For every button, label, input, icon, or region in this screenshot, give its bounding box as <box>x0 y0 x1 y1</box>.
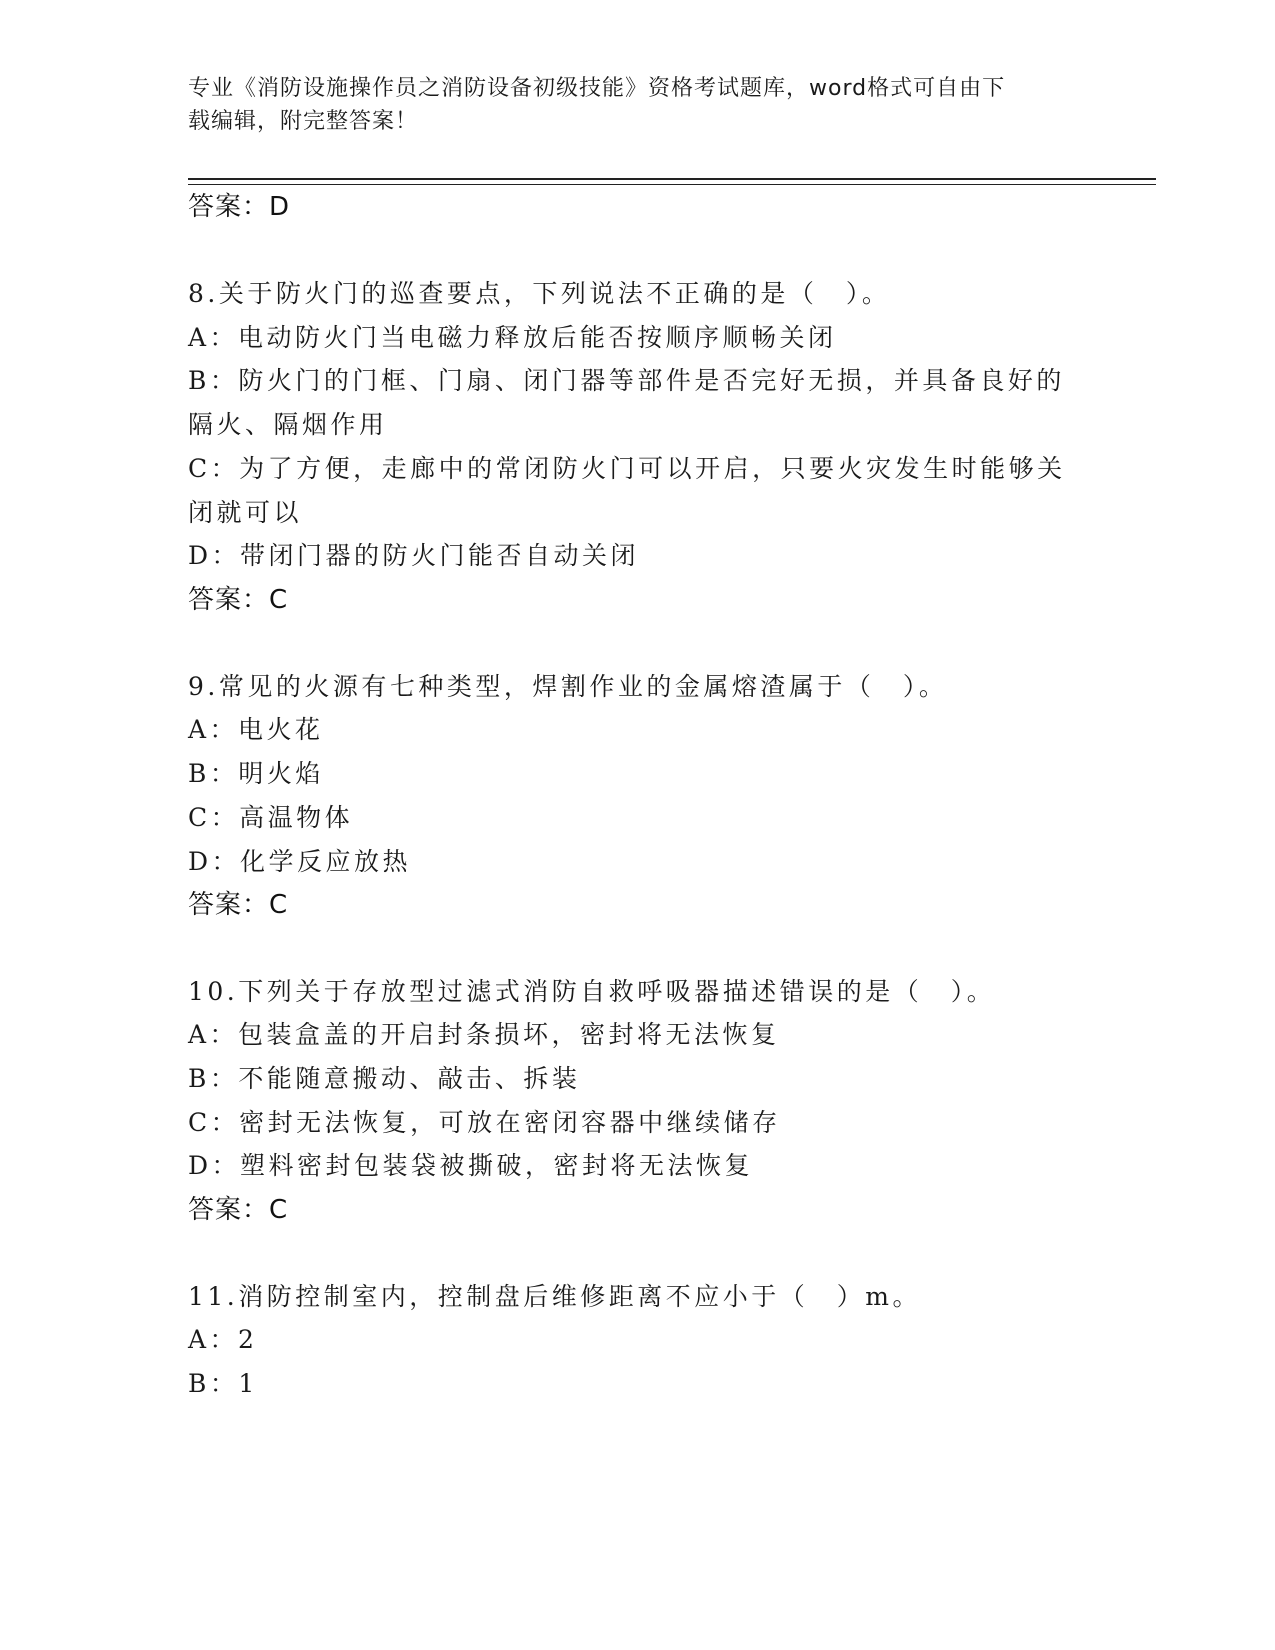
option-line: B：不能随意搬动、敲击、拆装 <box>188 1064 581 1093</box>
option-line: C：高温物体 <box>188 803 354 832</box>
option-line: D：带闭门器的防火门能否自动关闭 <box>188 541 640 570</box>
option-line: A：包装盒盖的开启封条损坏，密封将无法恢复 <box>188 1020 780 1049</box>
question-stem: 8.关于防火门的巡查要点，下列说法不正确的是（ ）。 <box>188 279 891 308</box>
option-line: B：明火焰 <box>188 759 324 788</box>
header-line-2: 载编辑，附完整答案！ <box>188 109 419 134</box>
option-line: C：密封无法恢复，可放在密闭容器中继续储存 <box>188 1108 781 1137</box>
header-divider-thin <box>188 184 1156 185</box>
header-line-1: 专业《消防设施操作员之消防设备初级技能》资格考试题库，word格式可自由下 <box>188 76 1006 101</box>
page-header <box>188 72 1088 138</box>
option-line: A：电动防火门当电磁力释放后能否按顺序顺畅关闭 <box>188 323 837 352</box>
answer: 答案：C <box>188 585 289 615</box>
answer: 答案：C <box>188 890 289 920</box>
option-line: A：2 <box>188 1325 258 1354</box>
question-stem: 10.下列关于存放型过滤式消防自救呼吸器描述错误的是（ ）。 <box>188 977 996 1006</box>
option-line: 闭就可以 <box>188 498 303 527</box>
answer-previous: 答案：D <box>188 192 291 222</box>
option-line: 隔火、隔烟作用 <box>188 410 388 439</box>
header-divider-thick <box>188 178 1156 180</box>
option-line: C：为了方便，走廊中的常闭防火门可以开启，只要火灾发生时能够关 <box>188 454 1066 483</box>
option-line: B：防火门的门框、门扇、闭门器等部件是否完好无损，并具备良好的 <box>188 366 1065 395</box>
option-line: D：塑料密封包装袋被撕破，密封将无法恢复 <box>188 1151 754 1180</box>
question-stem: 9.常见的火源有七种类型，焊割作业的金属熔渣属于（ ）。 <box>188 672 948 701</box>
option-line: D：化学反应放热 <box>188 847 412 876</box>
answer: 答案：C <box>188 1195 289 1225</box>
option-line: A：电火花 <box>188 715 324 744</box>
question-stem: 11.消防控制室内，控制盘后维修距离不应小于（ ）m。 <box>188 1282 921 1311</box>
option-line: B：1 <box>188 1369 258 1398</box>
